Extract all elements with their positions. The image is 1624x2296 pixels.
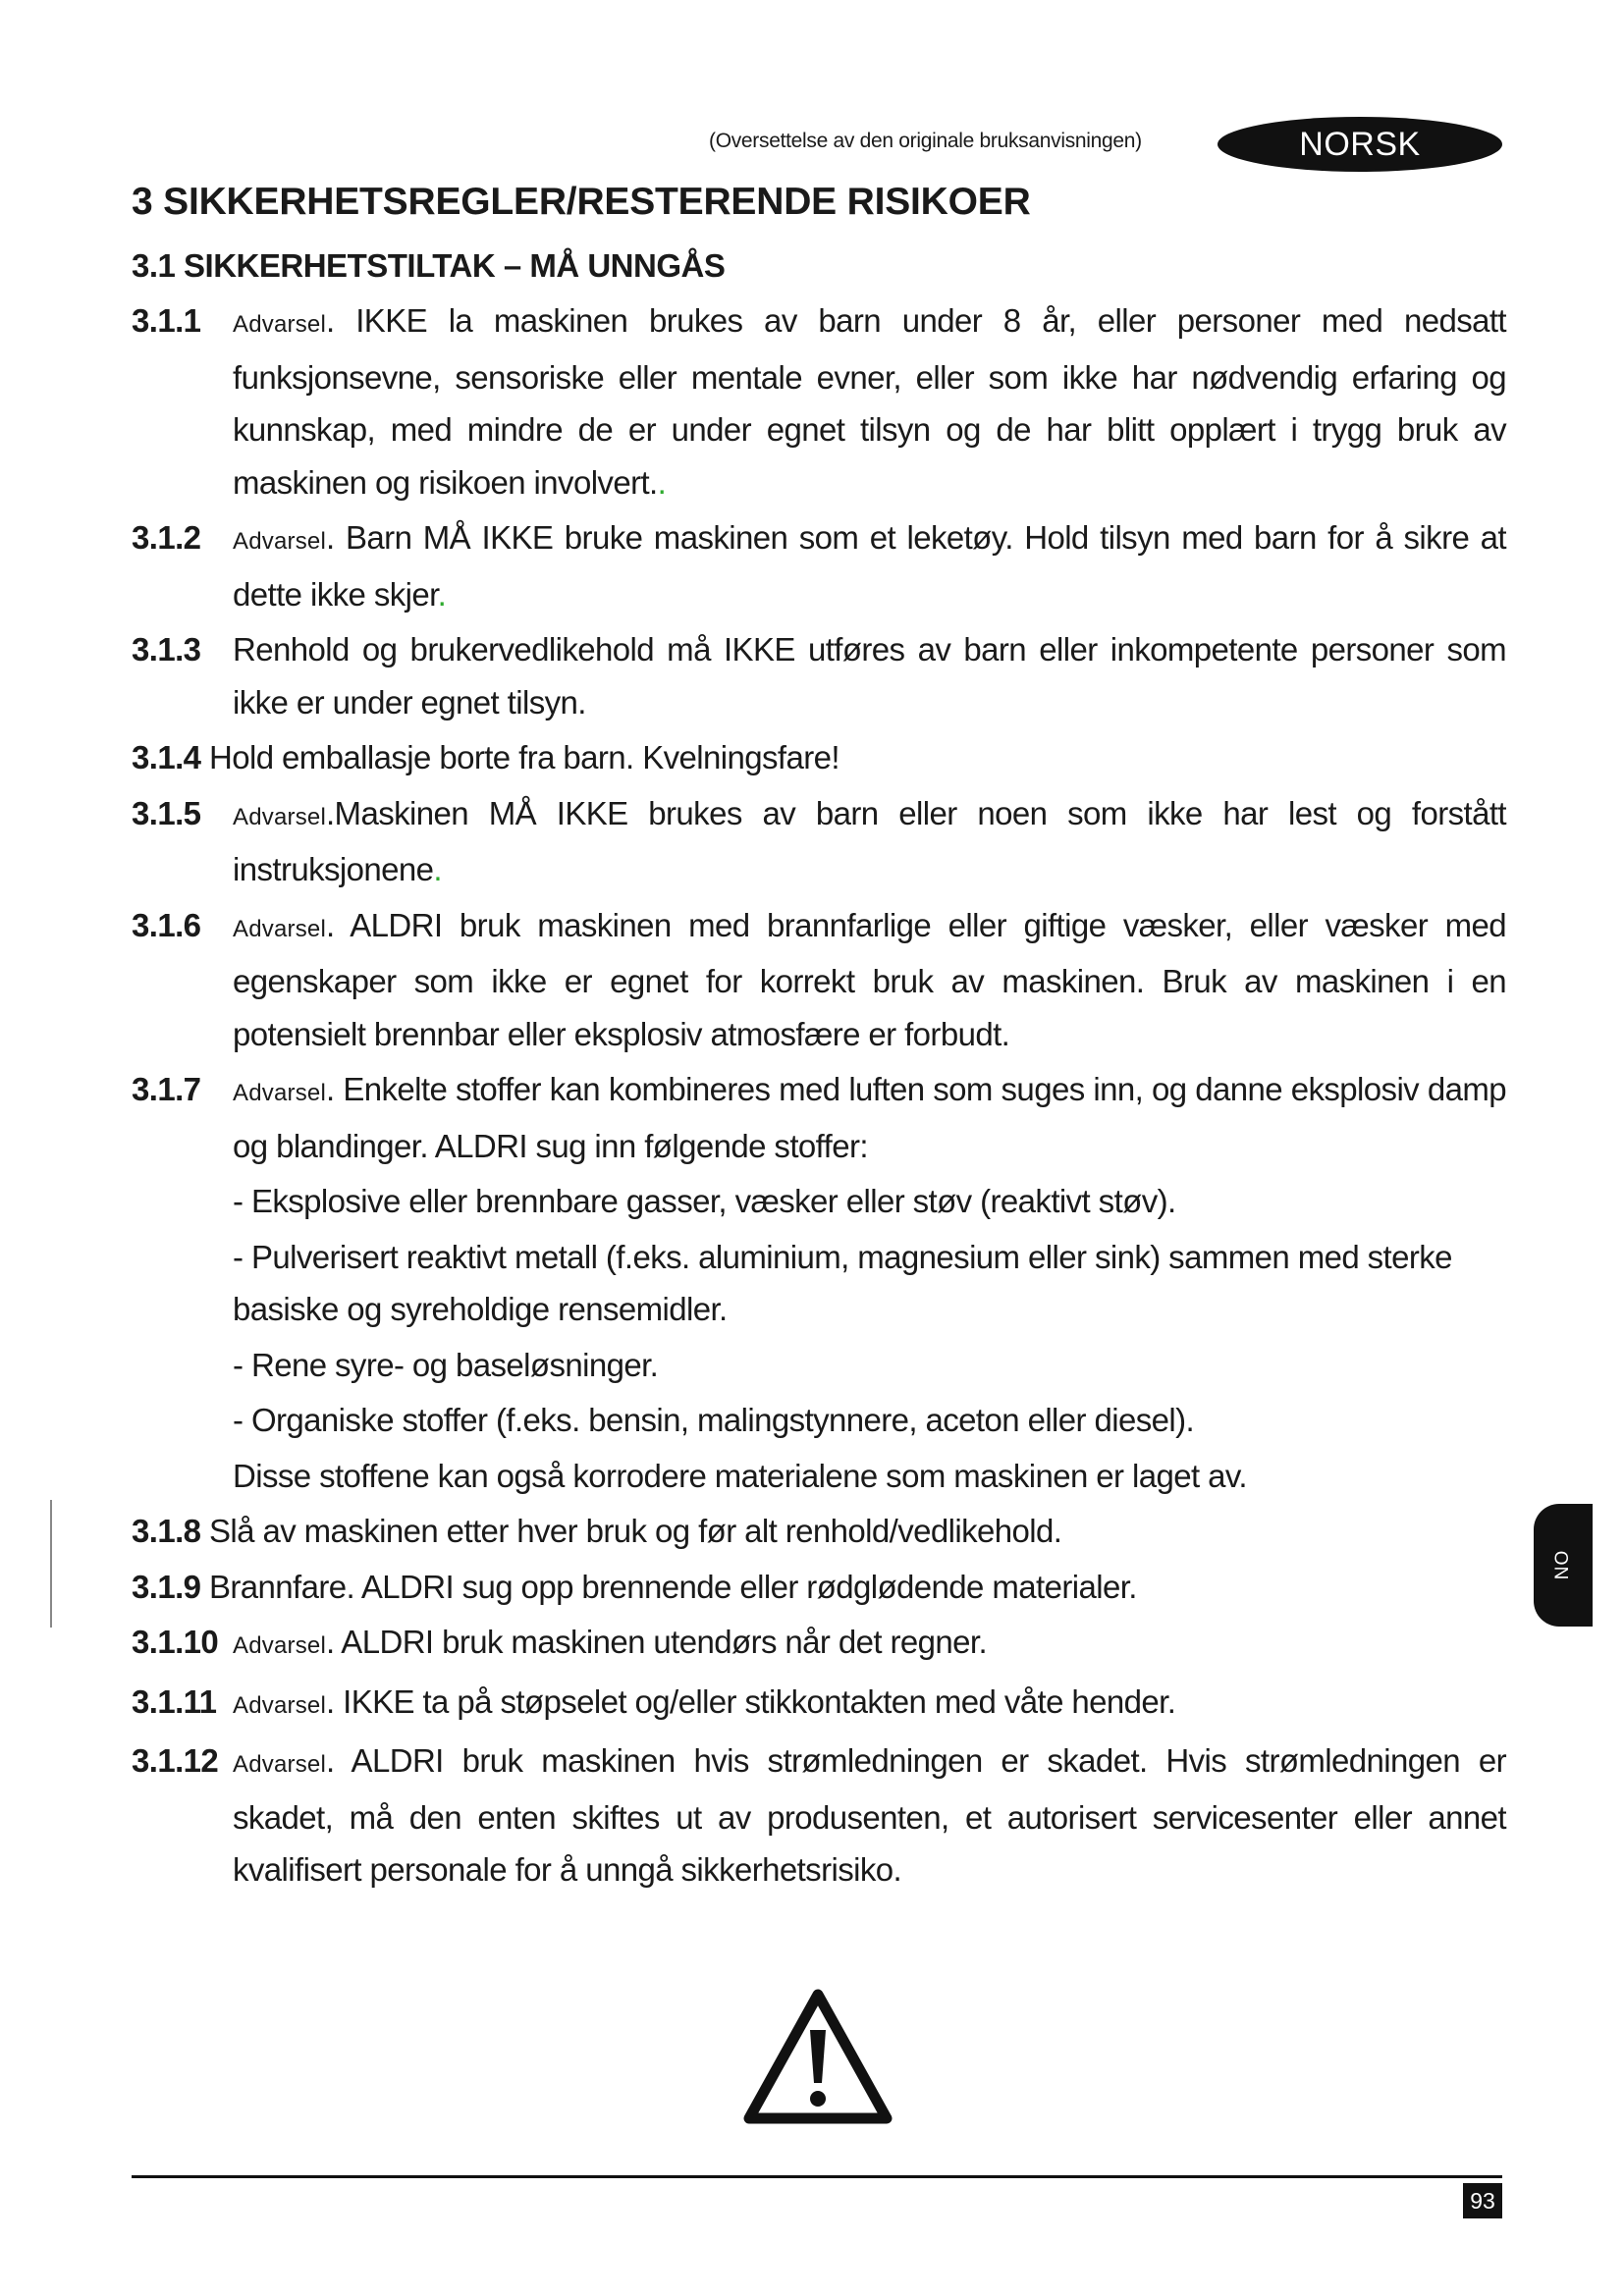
rule-item <box>132 1063 1506 1172</box>
rule-text: . Barn MÅ IKKE bruke maskinen som et leketøy. Hold tilsyn med barn for å sikre at dette ikke skjer <box>233 519 1506 613</box>
rule-number: 3.1.6 <box>132 906 201 943</box>
substance-item: - Organiske stoffer (f.eks. bensin, malingstynnere, aceton eller diesel). <box>233 1402 1195 1438</box>
page-number: 93 <box>1463 2183 1502 2218</box>
stray-dot: . <box>437 575 447 613</box>
rule-text: . ALDRI bruk maskinen hvis strømledningen er skadet. Hvis strømledningen er skadet, må den enten skiftes ut av produsenten, et autorisert servicesenter eller annet kvalifisert personale for å unngå sikkerhetsrisiko. <box>233 1742 1506 1888</box>
substance-note: Disse stoffene kan også korrodere materialene som maskinen er laget av. <box>233 1457 1247 1494</box>
rule-item <box>132 899 1506 1061</box>
warning-triangle-icon <box>743 1987 893 2126</box>
rule-item <box>132 1735 1506 1896</box>
language-badge: NORSK <box>1218 117 1502 172</box>
warning-word: Advarsel <box>233 915 326 942</box>
warning-word: Advarsel <box>233 1751 326 1778</box>
rule-number: 3.1.4 <box>132 739 201 775</box>
rule-text: Slå av maskinen etter hver bruk og før alt renhold/vedlikehold. <box>208 1513 1062 1549</box>
language-side-tab <box>1534 1504 1593 1627</box>
rule-text: Renhold og brukervedlikehold må IKKE utføres av barn eller inkompetente personer som ikke er under egnet tilsyn. <box>233 631 1506 721</box>
rule-text: . IKKE la maskinen brukes av barn under 8 år, eller personer med nedsatt funksjonsevne, sensoriske eller mentale evner, eller som ikke har nødvendig erfaring og kunnskap, med mindre de er under egnet tilsyn og de har blitt opplært i trygg bruk av maskinen og risikoen involvert. <box>233 302 1506 501</box>
rule-item <box>132 294 1506 508</box>
rule-number: 3.1.1 <box>132 302 201 339</box>
rule-number: 3.1.7 <box>132 1071 201 1107</box>
rule-number: 3.1.8 <box>132 1513 201 1549</box>
warning-word: Advarsel <box>233 1632 326 1659</box>
rule-text: Hold emballasje borte fra barn. Kvelningsfare! <box>208 739 839 775</box>
rule-item <box>132 1616 1506 1673</box>
rule-text: . ALDRI bruk maskinen med brannfarlige eller giftige væsker, eller væsker med egenskaper som ikke er egnet for korrekt bruk av maskinen. Bruk av maskinen i en potensielt brennbar eller eksplosiv atmosfære er forbudt. <box>233 906 1506 1052</box>
rule-number: 3.1.9 <box>132 1568 201 1605</box>
rule-item <box>132 511 1506 620</box>
rule-item <box>132 1676 1506 1733</box>
warning-word: Advarsel <box>233 528 326 555</box>
translation-note: (Oversettelse av den originale bruksanvisningen) <box>709 130 1142 152</box>
substance-item: - Rene syre- og baseløsninger. <box>233 1346 659 1383</box>
side-tab-label: NO <box>1552 1549 1573 1580</box>
stray-dot: . <box>433 851 442 887</box>
rule-number: 3.1.11 <box>132 1682 217 1720</box>
rule-item <box>132 787 1506 896</box>
subsection-title: 3.1 SIKKERHETSTILTAK – MÅ UNNGÅS <box>132 247 726 284</box>
rule-text: . IKKE ta på støpselet og/eller stikkontakten med våte hender. <box>325 1682 1176 1720</box>
rule-text: .Maskinen MÅ IKKE brukes av barn eller noen som ikke har lest og forstått instruksjonene <box>233 794 1506 887</box>
warning-word: Advarsel <box>233 311 326 338</box>
safety-rules-list <box>132 294 1506 1899</box>
section-title: 3 SIKKERHETSREGLER/RESTERENDE RISIKOER <box>132 181 1031 223</box>
rule-number: 3.1.12 <box>132 1742 219 1779</box>
rule-number: 3.1.2 <box>132 519 201 556</box>
footer-rule <box>132 2175 1502 2178</box>
rule-number: 3.1.10 <box>132 1624 219 1660</box>
rule-item <box>132 623 1506 728</box>
warning-word: Advarsel <box>233 1691 326 1719</box>
rule-number: 3.1.5 <box>132 794 201 831</box>
rule-item <box>132 731 1506 784</box>
rule-text: . Enkelte stoffer kan kombineres med luften som suges inn, og danne eksplosiv damp og blandinger. ALDRI sug inn følgende stoffer: <box>233 1071 1506 1164</box>
substance-item: - Eksplosive eller brennbare gasser, væsker eller støv (reaktivt støv). <box>233 1183 1176 1219</box>
stray-dot: . <box>657 463 667 501</box>
warning-word: Advarsel <box>233 803 326 830</box>
rule-item <box>132 1505 1506 1558</box>
rule-text: Brannfare. ALDRI sug opp brennende eller rødglødende materialer. <box>208 1568 1137 1605</box>
rule-text: . ALDRI bruk maskinen utendørs når det regner. <box>325 1624 988 1660</box>
rule-item <box>132 1561 1506 1614</box>
warning-word: Advarsel <box>233 1080 326 1106</box>
rule-number: 3.1.3 <box>132 631 201 667</box>
margin-line <box>50 1500 52 1628</box>
substance-item: - Pulverisert reaktivt metall (f.eks. aluminium, magnesium eller sink) sammen med sterke basiske og syreholdige rensemidler. <box>233 1238 1452 1327</box>
